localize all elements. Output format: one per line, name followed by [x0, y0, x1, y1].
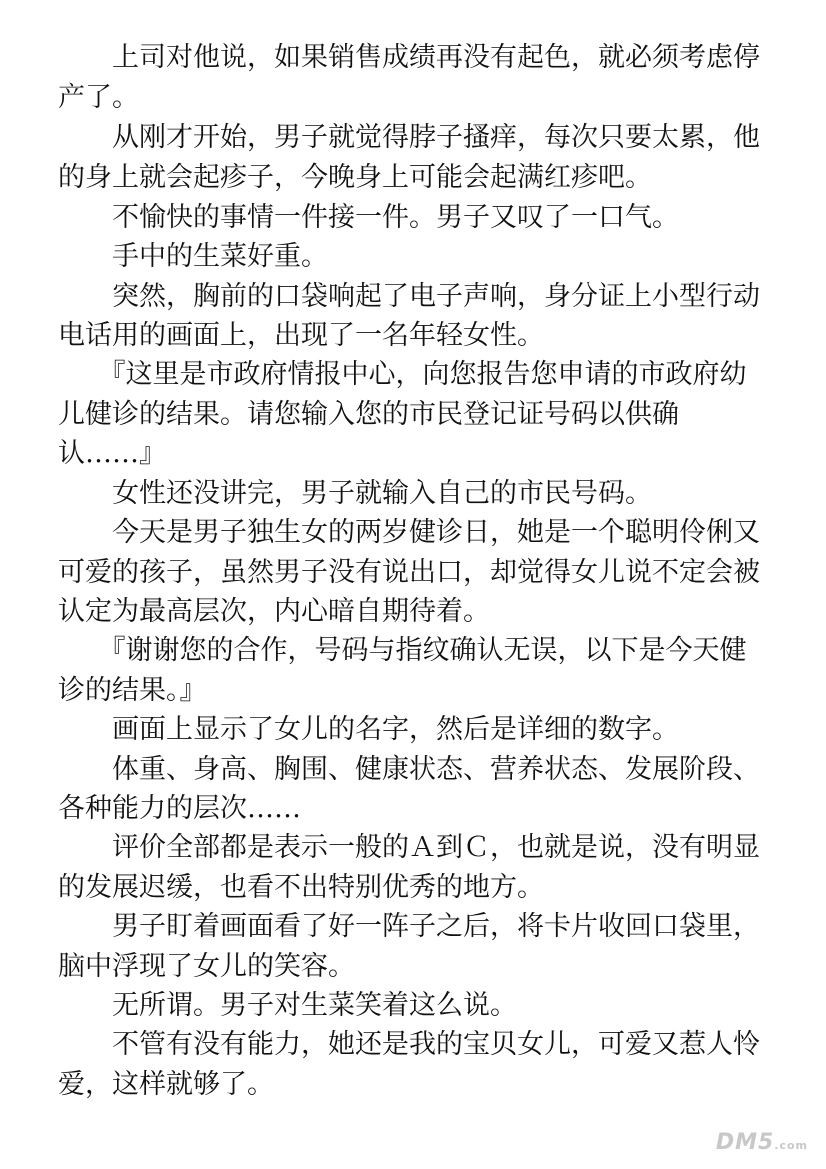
text-line-27: 爱，这样就够了。: [58, 1069, 274, 1100]
text-line-17: 诊的结果。』: [58, 675, 207, 706]
text-line-25: 无所谓。男子对生菜笑着这么说。: [58, 990, 517, 1021]
text-line-6: 手中的生菜好重。: [58, 241, 328, 272]
text-line-7: 突然，胸前的口袋响起了电子声响，身分证上小型行动: [58, 281, 760, 312]
text-line-5: 不愉快的事情一件接一件。男子又叹了一口气。: [58, 202, 679, 233]
text-line-20: 各种能力的层次……: [58, 793, 301, 824]
text-line-19: 体重、身高、胸围、健康状态、营养状态、发展阶段、: [58, 754, 760, 785]
text-line-26: 不管有没有能力，她还是我的宝贝女儿，可爱又惹人怜: [58, 1029, 760, 1060]
text-line-2: 产了。: [58, 82, 139, 113]
text-line-15: 认定为最高层次，内心暗自期待着。: [58, 596, 490, 627]
text-line-9: 『这里是市政府情报中心，向您报告您申请的市政府幼: [58, 359, 747, 390]
watermark-text: DM5: [715, 1130, 775, 1155]
text-line-11: 认……』: [58, 438, 166, 469]
text-line-8: 电话用的画面上，出现了一名年轻女性。: [58, 320, 544, 351]
text-line-10: 儿健诊的结果。请您输入您的市民登记证号码以供确: [58, 399, 679, 430]
text-line-24: 脑中浮现了女儿的笑容。: [58, 951, 355, 982]
site-watermark: [716, 1130, 808, 1155]
watermark-suffix: .com: [774, 1139, 808, 1152]
text-line-18: 画面上显示了女儿的名字，然后是详细的数字。: [58, 714, 679, 745]
text-line-23: 男子盯着画面看了好一阵子之后，将卡片收回口袋里，: [58, 911, 760, 942]
text-line-21: 评价全部都是表示一般的Ａ到Ｃ，也就是说，没有明显: [58, 832, 760, 863]
text-line-14: 可爱的孩子，虽然男子没有说出口，却觉得女儿说不定会被: [58, 557, 760, 588]
text-line-12: 女性还没讲完，男子就输入自己的市民号码。: [58, 478, 652, 509]
text-line-13: 今天是男子独生女的两岁健诊日，她是一个聪明伶俐又: [58, 517, 760, 548]
text-line-3: 从刚才开始，男子就觉得脖子搔痒，每次只要太累，他: [58, 122, 760, 153]
text-line-1: 上司对他说，如果销售成绩再没有起色，就必须考虑停: [58, 42, 760, 73]
text-line-22: 的发展迟缓，也看不出特别优秀的地方。: [58, 872, 544, 903]
text-line-4: 的身上就会起疹子，今晚身上可能会起满红疹吧。: [58, 162, 652, 193]
text-line-16: 『谢谢您的合作，号码与指纹确认无误，以下是今天健: [58, 635, 747, 666]
